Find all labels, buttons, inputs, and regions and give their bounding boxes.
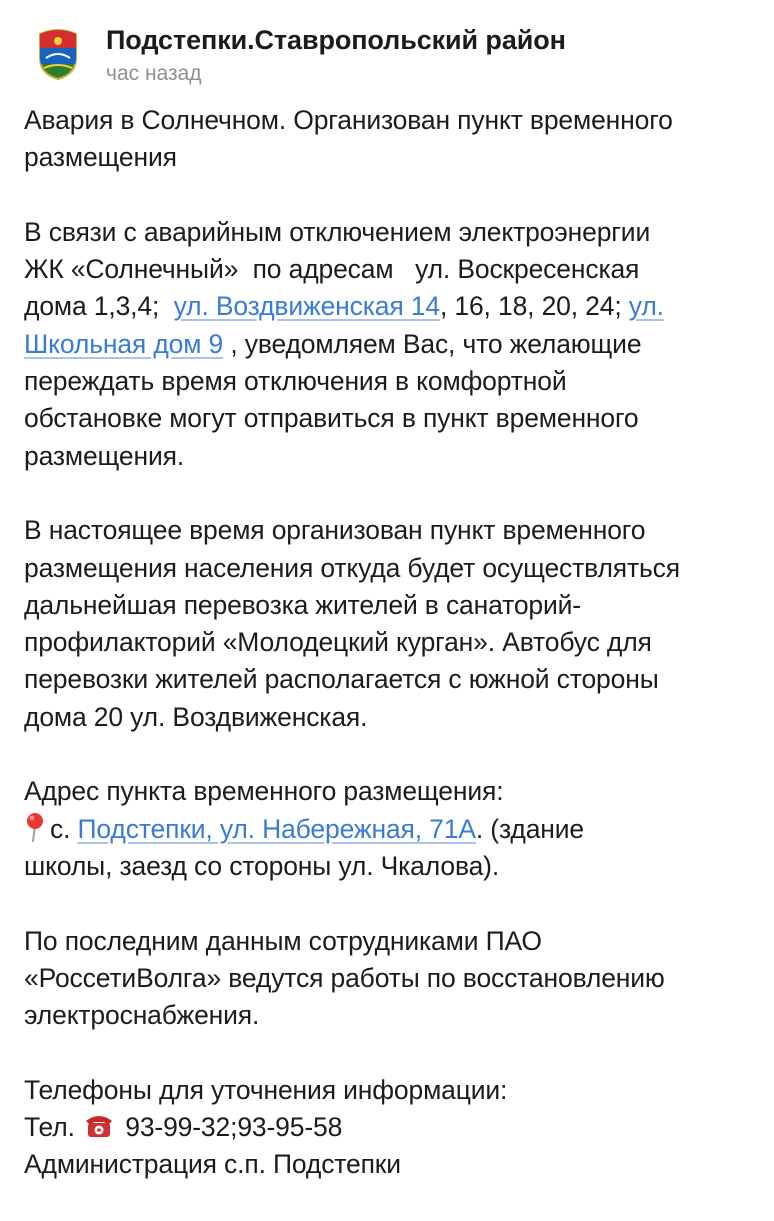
title-line: размещения xyxy=(24,142,177,173)
text-line xyxy=(24,326,764,363)
address-link-shkolnaya-cont[interactable]: Школьная дом 9 xyxy=(24,328,224,359)
text-line: ЖК «Солнечный» по адресам ул. Воскресенская xyxy=(24,254,640,285)
post-body xyxy=(24,102,764,1221)
post-timestamp[interactable]: час назад xyxy=(106,62,202,85)
text-line xyxy=(24,1109,764,1146)
text-line: электроснабжения. xyxy=(24,1000,260,1031)
text-line: размещения населения откуда будет осуществляться xyxy=(24,552,680,583)
text-line: школы, заезд со стороны ул. Чкалова). xyxy=(24,850,500,881)
text-line: По последним данным сотрудниками ПАО xyxy=(24,925,542,956)
telephone-icon xyxy=(84,1111,114,1139)
text-fragment: Тел. xyxy=(24,1112,75,1143)
address-link-shkolnaya[interactable]: ул. xyxy=(628,291,664,322)
phone-numbers: 93-99-32;93-95-58 xyxy=(118,1112,343,1143)
round-pushpin-icon xyxy=(24,812,46,842)
text-fragment: дома 1,3,4; xyxy=(24,291,174,322)
text-fragment: . (здание xyxy=(475,813,585,844)
paragraph-repairs xyxy=(24,923,764,1035)
text-line: перевозки жителей располагается с южной стороны xyxy=(24,664,659,695)
text-line: дальнейшая перевозка жителей в санаторий- xyxy=(24,589,581,620)
text-line: В настоящее время организован пункт временного xyxy=(24,515,646,546)
text-line: Телефоны для уточнения информации: xyxy=(24,1074,508,1105)
address-link-vozdvizhenskaya[interactable]: ул. Воздвиженская 14 xyxy=(173,291,440,322)
paragraph-shelter xyxy=(24,512,764,736)
post-header xyxy=(36,22,566,88)
title-line: Авария в Солнечном. Организован пункт временного xyxy=(24,105,673,135)
coat-of-arms-icon[interactable] xyxy=(36,28,80,80)
text-line xyxy=(24,288,764,325)
post-title xyxy=(24,102,764,177)
text-fragment: , 16, 18, 20, 24; xyxy=(439,291,629,322)
text-line: дома 20 ул. Воздвиженская. xyxy=(24,701,368,732)
address-link-naberezhnaya[interactable]: Подстепки, ул. Набережная, 71А xyxy=(77,813,476,844)
text-line: обстановке могут отправиться в пункт временного xyxy=(24,403,639,434)
paragraph-outage xyxy=(24,214,764,475)
paragraph-address xyxy=(24,773,764,885)
text-fragment: , уведомляем Вас, что желающие xyxy=(223,328,642,359)
text-fragment: с. xyxy=(50,813,78,844)
author-name[interactable]: Подстепки.Ставропольский район xyxy=(106,25,566,55)
text-line xyxy=(24,811,764,848)
text-line: В связи с аварийным отключением электроэнергии xyxy=(24,216,651,247)
text-line: переждать время отключения в комфортной xyxy=(24,366,567,397)
text-line: Адрес пункта временного размещения: xyxy=(24,776,504,807)
text-line: «РоссетиВолга» ведутся работы по восстановлению xyxy=(24,962,665,993)
text-line: профилакторий «Молодецкий курган». Автобус для xyxy=(24,627,652,658)
paragraph-contacts xyxy=(24,1072,764,1184)
text-line: размещения. xyxy=(24,440,185,471)
text-line: Администрация с.п. Подстепки xyxy=(24,1149,401,1180)
